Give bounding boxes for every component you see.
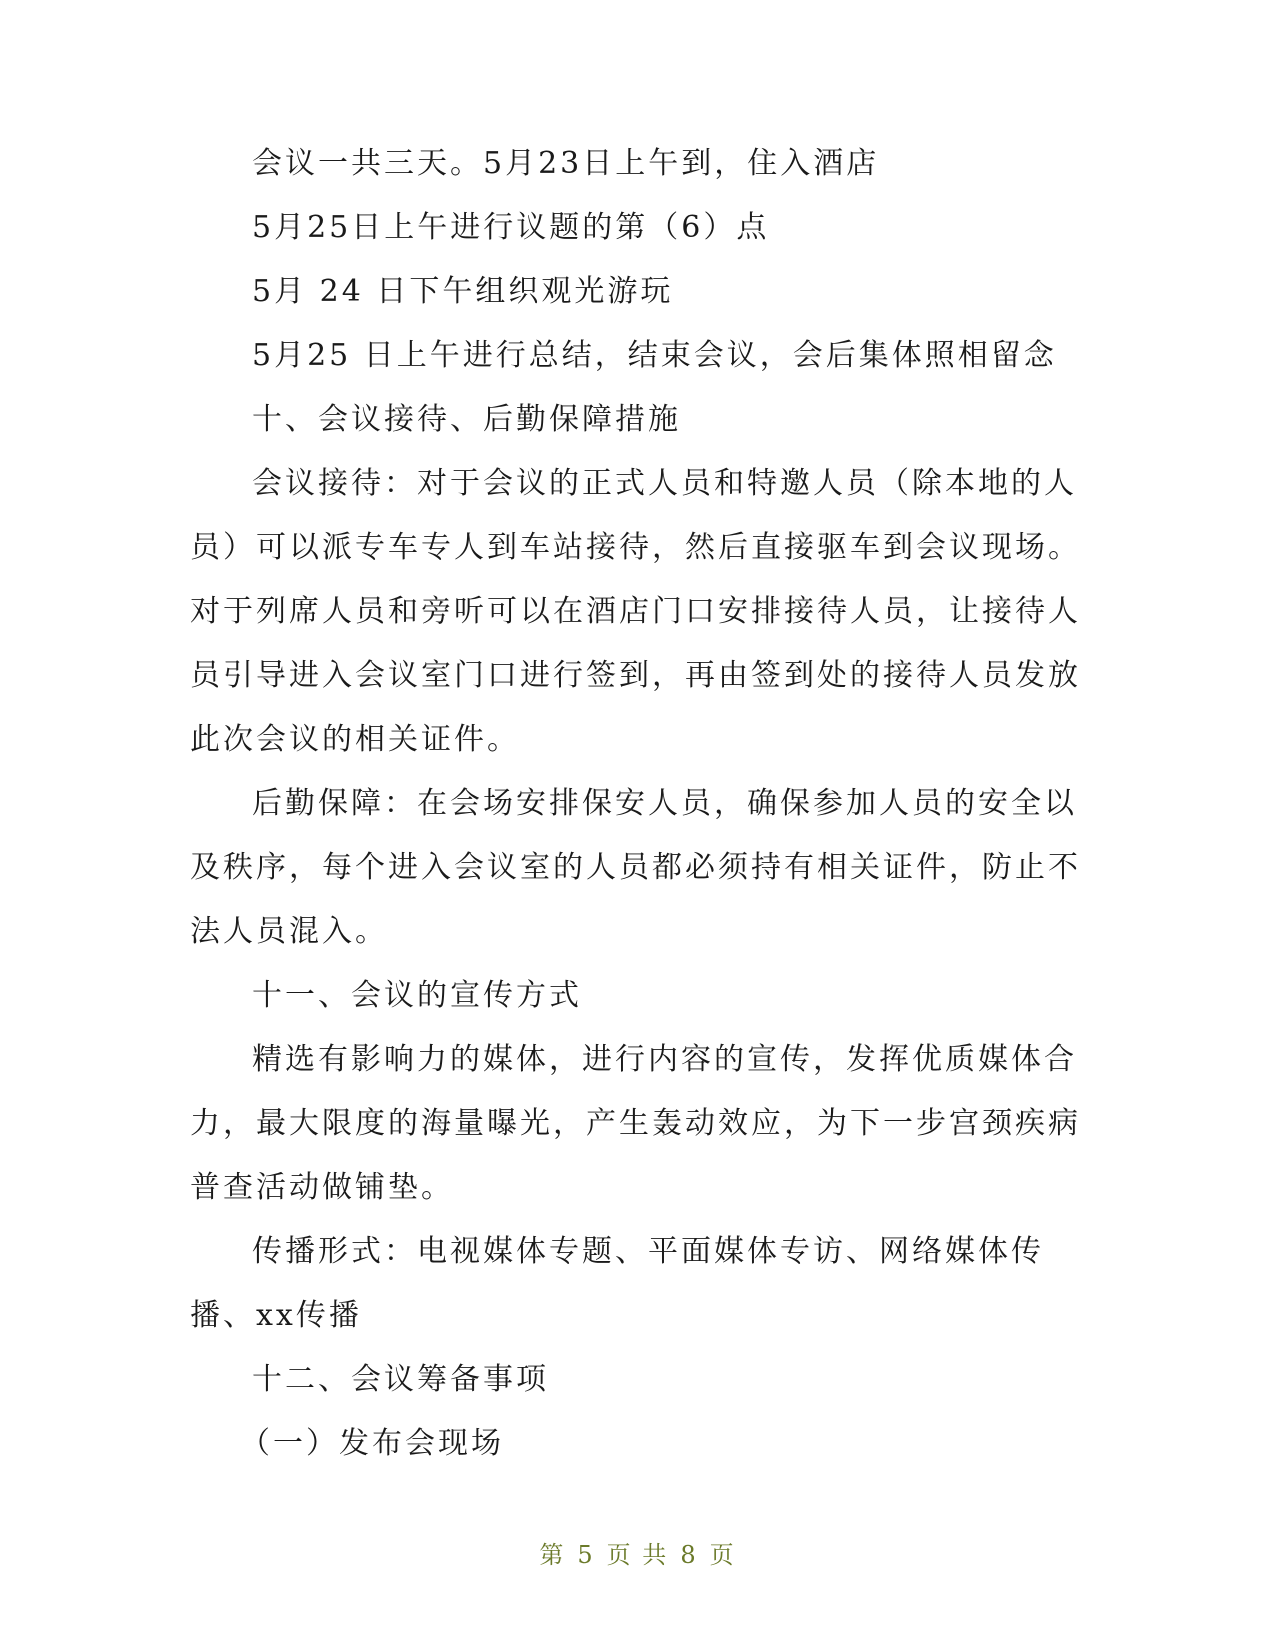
paragraph-schedule-summary: 5月25 日上午进行总结，结束会议，会后集体照相留念 (252, 338, 1057, 373)
footer-page-number: 5 (577, 1541, 595, 1569)
subheading-venue: （一）发布会现场 (240, 1426, 504, 1461)
paragraph-publicity: 精选有影响力的媒体，进行内容的宣传，发挥优质媒体合力，最大限度的海量曝光，产生轰动效应，为下一步宫颈疾病普查活动做铺垫。 (190, 1042, 1081, 1205)
section-heading-publicity: 十一、会议的宣传方式 (252, 978, 582, 1013)
page-footer (0, 1535, 1275, 1570)
paragraph-schedule-sightseeing: 5月 24 日下午组织观光游玩 (252, 274, 674, 309)
section-heading-preparation: 十二、会议筹备事项 (252, 1362, 549, 1397)
footer-total-pages: 8 (680, 1541, 698, 1569)
footer-suffix: 页 (709, 1541, 736, 1569)
footer-prefix: 第 (539, 1541, 566, 1569)
footer-middle: 页 共 (606, 1541, 669, 1569)
paragraph-logistics: 后勤保障：在会场安排保安人员，确保参加人员的安全以及秩序，每个进入会议室的人员都必须持有相关证件，防止不法人员混入。 (190, 786, 1081, 949)
section-heading-reception: 十、会议接待、后勤保障措施 (252, 402, 681, 437)
paragraph-reception: 会议接待：对于会议的正式人员和特邀人员（除本地的人员）可以派专车专人到车站接待，然后直接驱车到会议现场。对于列席人员和旁听可以在酒店门口安排接待人员，让接待人员引导进入会议室门口进行签到，再由签到处的接待人员发放此次会议的相关证件。 (190, 466, 1081, 757)
paragraph-channels: 传播形式：电视媒体专题、平面媒体专访、网络媒体传播、xx传播 (190, 1234, 1044, 1333)
paragraph-schedule-day1: 会议一共三天。5月23日上午到，住入酒店 (252, 146, 880, 181)
document-body (190, 132, 1090, 1476)
paragraph-schedule-topic6: 5月25日上午进行议题的第（6）点 (252, 210, 770, 245)
